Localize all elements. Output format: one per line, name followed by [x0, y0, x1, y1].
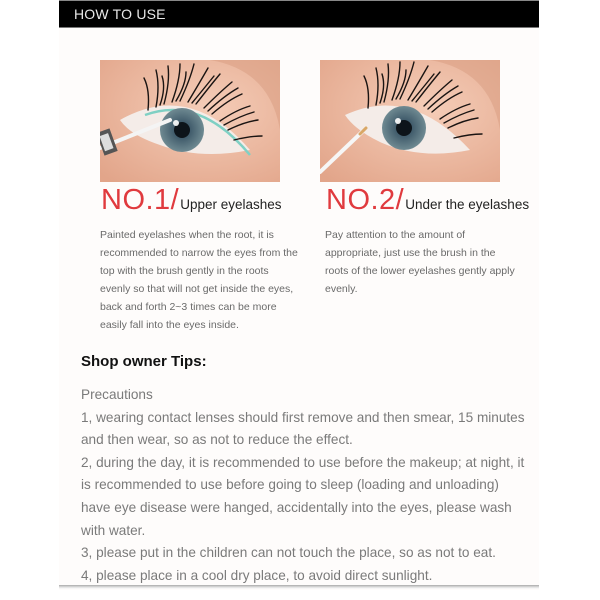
step-1-title [101, 184, 282, 217]
step-2-subtitle: Under the eyelashes [405, 197, 530, 212]
step-2-description: Pay attention to the amount of appropriate, just use the brush in the roots of the lower eyelashes gently apply evenly. [325, 229, 515, 295]
tip-item-3: 3, please put in the children can not touch the place, so as not to eat. [81, 545, 496, 561]
section-title: HOW TO USE [74, 6, 166, 22]
tips-list [81, 384, 531, 587]
step-1-photo [100, 60, 280, 182]
eye-lower-lash-illustration [320, 60, 500, 182]
bottom-divider [59, 585, 539, 589]
tips-precautions-label: Precautions [81, 387, 153, 402]
tip-item-4: 4, please place in a cool dry place, to avoid direct sunlight. [81, 567, 433, 583]
step-2-number: NO.2/ [326, 184, 405, 216]
tip-item-2: 2, during the day, it is recommended to use before the makeup; at night, it is recommended to use before going to sleep (loading and unloading) have eye disease were hanged, accidentally into the eyes, please wash with water. [81, 454, 525, 538]
eye-upper-lash-illustration [100, 60, 280, 182]
step-1-subtitle: Upper eyelashes [180, 197, 282, 212]
step-1-number: NO.1/ [101, 184, 180, 216]
step-1-description: Painted eyelashes when the root, it is recommended to narrow the eyes from the top with the brush gently in the roots evenly so that will not get inside the eyes, back and forth 2~3 times can be more easily fall into the eyes inside. [100, 229, 298, 331]
step-2-title [326, 184, 529, 217]
tip-item-1: 1, wearing contact lenses should first remove and then smear, 15 minutes and then wear, so as not to reduce the effect. [81, 409, 525, 448]
step-2-photo [320, 60, 500, 182]
section-header-bar [59, 0, 539, 28]
tips-heading: Shop owner Tips: [81, 353, 207, 370]
